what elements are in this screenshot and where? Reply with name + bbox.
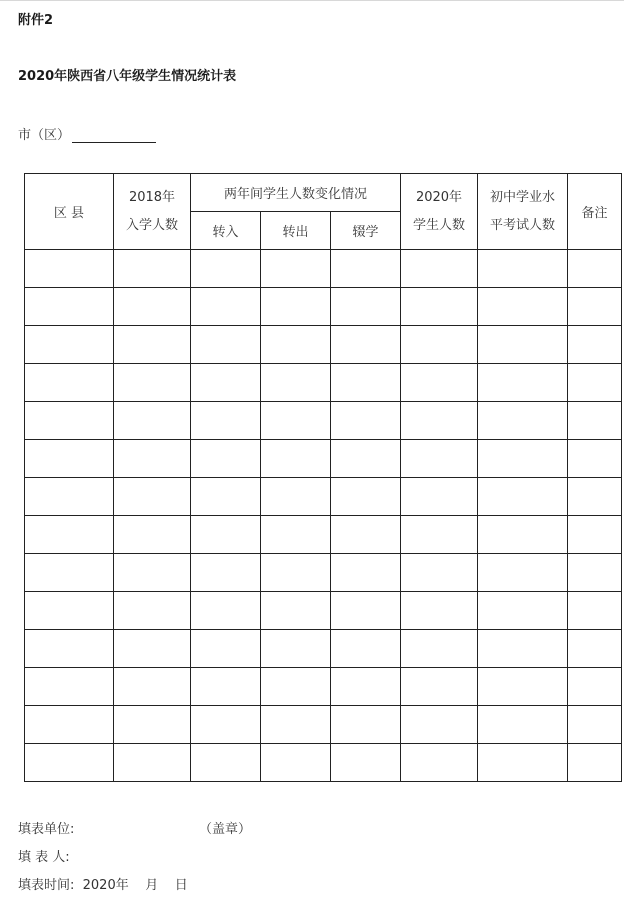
table-cell[interactable] xyxy=(261,402,331,440)
table-cell[interactable] xyxy=(401,630,478,668)
table-row xyxy=(25,516,622,554)
table-cell[interactable] xyxy=(478,706,568,744)
header-transfer-in-label: 转入 xyxy=(212,225,239,240)
table-cell[interactable] xyxy=(331,478,401,516)
table-cell[interactable] xyxy=(568,440,622,478)
table-cell[interactable] xyxy=(331,744,401,782)
table-cell[interactable] xyxy=(401,288,478,326)
header-students-2020-line1: 2020年 xyxy=(415,189,463,205)
header-exam-count-line2: 平考试人数 xyxy=(490,217,556,233)
table-row xyxy=(25,554,622,592)
table-cell[interactable] xyxy=(568,744,622,782)
header-change-group xyxy=(191,174,401,212)
table-cell[interactable] xyxy=(191,706,261,744)
table-row xyxy=(25,402,622,440)
table-cell[interactable] xyxy=(191,288,261,326)
table-cell[interactable] xyxy=(191,364,261,402)
table-cell[interactable] xyxy=(401,668,478,706)
table-cell[interactable] xyxy=(478,478,568,516)
table-cell[interactable] xyxy=(478,364,568,402)
table-cell[interactable] xyxy=(25,402,114,440)
table-row xyxy=(25,288,622,326)
table-cell[interactable] xyxy=(114,630,191,668)
table-cell[interactable] xyxy=(478,288,568,326)
header-transfer-in xyxy=(191,212,261,250)
header-change-group-label: 两年间学生人数变化情况 xyxy=(224,187,368,202)
table-cell[interactable] xyxy=(25,744,114,782)
table-cell[interactable] xyxy=(114,554,191,592)
header-county xyxy=(25,174,114,250)
table-row xyxy=(25,364,622,402)
table-row xyxy=(25,440,622,478)
table-cell[interactable] xyxy=(401,554,478,592)
table-cell[interactable] xyxy=(261,288,331,326)
table-cell[interactable] xyxy=(191,402,261,440)
table-cell[interactable] xyxy=(331,668,401,706)
table-cell[interactable] xyxy=(25,668,114,706)
table-row xyxy=(25,326,622,364)
header-remarks-label: 备注 xyxy=(581,206,608,221)
header-county-label: 区 县 xyxy=(53,206,85,221)
table-cell[interactable] xyxy=(478,326,568,364)
table-cell[interactable] xyxy=(25,288,114,326)
table-cell[interactable] xyxy=(331,364,401,402)
table-cell[interactable] xyxy=(191,250,261,288)
table-cell[interactable] xyxy=(114,288,191,326)
page-title: 2020年陕西省八年级学生情况统计表 xyxy=(18,69,237,84)
table-cell[interactable] xyxy=(401,402,478,440)
table-cell[interactable] xyxy=(261,744,331,782)
header-transfer-out-label: 转出 xyxy=(282,225,309,240)
table-cell[interactable] xyxy=(25,440,114,478)
table-cell[interactable] xyxy=(114,668,191,706)
table-cell[interactable] xyxy=(478,250,568,288)
table-cell[interactable] xyxy=(331,554,401,592)
table-cell[interactable] xyxy=(478,744,568,782)
table-cell[interactable] xyxy=(568,630,622,668)
table-cell[interactable] xyxy=(478,592,568,630)
table-cell[interactable] xyxy=(191,668,261,706)
table-cell[interactable] xyxy=(25,554,114,592)
table-cell[interactable] xyxy=(261,630,331,668)
table-cell[interactable] xyxy=(478,402,568,440)
table-cell[interactable] xyxy=(331,250,401,288)
table-cell[interactable] xyxy=(331,326,401,364)
table-cell[interactable] xyxy=(191,630,261,668)
table-cell[interactable] xyxy=(114,744,191,782)
table-cell[interactable] xyxy=(191,554,261,592)
table-cell[interactable] xyxy=(261,326,331,364)
table-cell[interactable] xyxy=(261,668,331,706)
table-row xyxy=(25,630,622,668)
table-row xyxy=(25,478,622,516)
table-cell[interactable] xyxy=(331,630,401,668)
table-cell[interactable] xyxy=(331,440,401,478)
table-cell[interactable] xyxy=(25,364,114,402)
table-cell[interactable] xyxy=(261,592,331,630)
footer-seal-label: （盖章） xyxy=(199,822,252,837)
top-divider xyxy=(0,0,624,1)
table-cell[interactable] xyxy=(191,516,261,554)
table-cell[interactable] xyxy=(478,516,568,554)
table-cell[interactable] xyxy=(25,250,114,288)
table-cell[interactable] xyxy=(331,288,401,326)
header-students-2020 xyxy=(401,174,478,250)
header-enroll-2018 xyxy=(114,174,191,250)
table-cell[interactable] xyxy=(568,668,622,706)
table-cell[interactable] xyxy=(114,402,191,440)
table-cell[interactable] xyxy=(568,250,622,288)
header-exam-count-line1: 初中学业水 xyxy=(490,189,556,205)
table-cell[interactable] xyxy=(568,516,622,554)
table-cell[interactable] xyxy=(568,364,622,402)
table-cell[interactable] xyxy=(261,250,331,288)
table-cell[interactable] xyxy=(568,554,622,592)
city-district-line xyxy=(18,124,156,143)
table-cell[interactable] xyxy=(25,630,114,668)
table-cell[interactable] xyxy=(401,326,478,364)
table-cell[interactable] xyxy=(25,516,114,554)
header-enroll-2018-line1: 2018年 xyxy=(128,189,176,205)
table-cell[interactable] xyxy=(568,706,622,744)
table-row xyxy=(25,706,622,744)
table-cell[interactable] xyxy=(114,516,191,554)
table-cell[interactable] xyxy=(25,478,114,516)
table-cell[interactable] xyxy=(568,288,622,326)
table-cell[interactable] xyxy=(401,592,478,630)
table-cell[interactable] xyxy=(331,706,401,744)
table-cell[interactable] xyxy=(114,326,191,364)
table-cell[interactable] xyxy=(568,326,622,364)
footer-unit-label: 填表单位: xyxy=(18,822,75,837)
table-cell[interactable] xyxy=(261,478,331,516)
table-cell[interactable] xyxy=(568,592,622,630)
city-district-label: 市（区） xyxy=(18,128,71,143)
header-dropout xyxy=(331,212,401,250)
table-cell[interactable] xyxy=(114,706,191,744)
table-cell[interactable] xyxy=(191,592,261,630)
table-cell[interactable] xyxy=(261,706,331,744)
table-cell[interactable] xyxy=(568,478,622,516)
table-row xyxy=(25,744,622,782)
table-row xyxy=(25,592,622,630)
table-cell[interactable] xyxy=(261,440,331,478)
table-cell[interactable] xyxy=(261,554,331,592)
header-students-2020-line2: 学生人数 xyxy=(413,217,466,233)
table-cell[interactable] xyxy=(261,516,331,554)
table-cell[interactable] xyxy=(478,630,568,668)
header-transfer-out xyxy=(261,212,331,250)
table-row xyxy=(25,250,622,288)
attachment-label: 附件2 xyxy=(18,13,54,28)
footer-date-label: 填表时间: 2020年 月 日 xyxy=(18,878,188,893)
table-cell[interactable] xyxy=(191,326,261,364)
table-cell[interactable] xyxy=(568,402,622,440)
table-cell[interactable] xyxy=(114,592,191,630)
header-dropout-label: 辍学 xyxy=(352,225,379,240)
table-cell[interactable] xyxy=(114,250,191,288)
header-exam-count xyxy=(478,174,568,250)
table-cell[interactable] xyxy=(401,516,478,554)
table-cell[interactable] xyxy=(331,592,401,630)
table-cell[interactable] xyxy=(114,364,191,402)
footer-person-label: 填 表 人: xyxy=(18,850,70,865)
table-cell[interactable] xyxy=(191,744,261,782)
table-cell[interactable] xyxy=(331,402,401,440)
table-cell[interactable] xyxy=(401,744,478,782)
table-cell[interactable] xyxy=(401,364,478,402)
table-cell[interactable] xyxy=(114,478,191,516)
table-body xyxy=(25,250,622,782)
header-enroll-2018-line2: 入学人数 xyxy=(125,217,178,233)
table-cell[interactable] xyxy=(478,440,568,478)
table-cell[interactable] xyxy=(261,364,331,402)
table-cell[interactable] xyxy=(478,554,568,592)
table-row xyxy=(25,668,622,706)
table-cell[interactable] xyxy=(191,478,261,516)
header-remarks xyxy=(568,174,622,250)
statistics-table xyxy=(24,173,622,782)
table-cell[interactable] xyxy=(401,478,478,516)
table-cell[interactable] xyxy=(114,440,191,478)
table-cell[interactable] xyxy=(25,326,114,364)
table-cell[interactable] xyxy=(401,706,478,744)
table-cell[interactable] xyxy=(331,516,401,554)
table-cell[interactable] xyxy=(25,592,114,630)
table-cell[interactable] xyxy=(478,668,568,706)
table-cell[interactable] xyxy=(401,250,478,288)
table-cell[interactable] xyxy=(401,440,478,478)
table-cell[interactable] xyxy=(25,706,114,744)
city-district-blank xyxy=(72,128,156,143)
table-cell[interactable] xyxy=(191,440,261,478)
